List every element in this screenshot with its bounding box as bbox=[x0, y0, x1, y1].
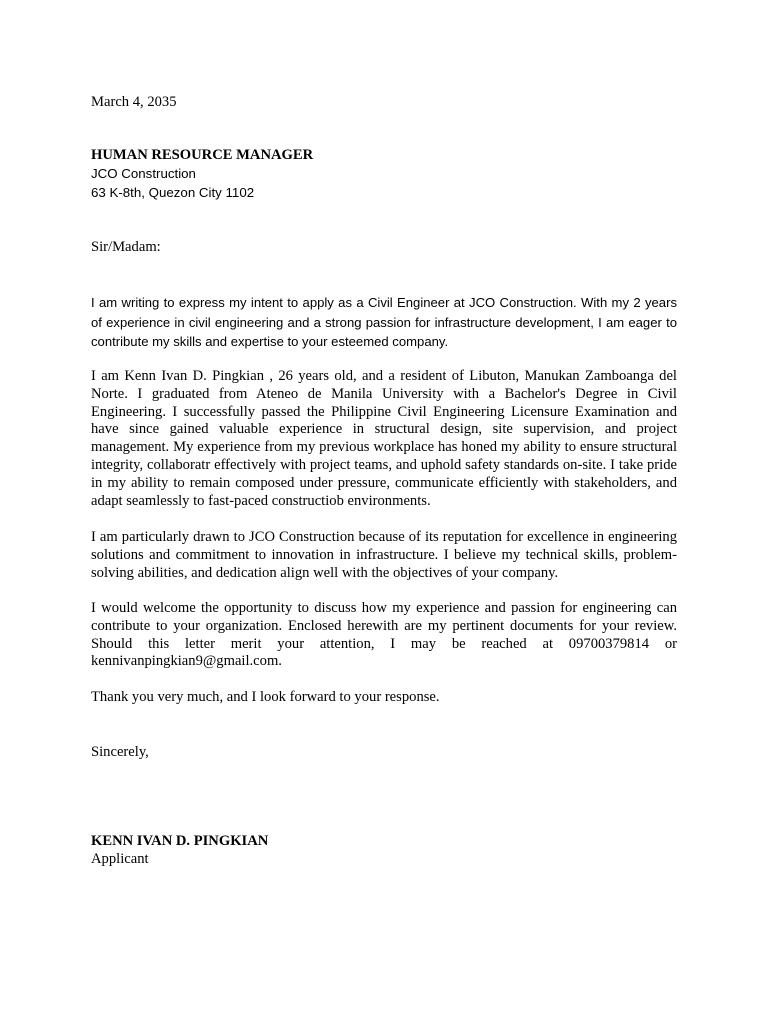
recipient-company: JCO Construction bbox=[91, 166, 196, 181]
paragraph-thanks: Thank you very much, and I look forward to your response. bbox=[91, 689, 440, 705]
letter-date: March 4, 2035 bbox=[91, 94, 177, 110]
closing: Sincerely, bbox=[91, 744, 149, 760]
paragraph-motivation: I am particularly drawn to JCO Construction because of its reputation for excellence in engineering solutions and commitment to innovation in infrastructure. I believe my technical skills, problem-solving abilities, and dedication align well with the objectives of your company. bbox=[91, 529, 677, 581]
paragraph-contact: I would welcome the opportunity to discuss how my experience and passion for engineering can contribute to your organization. Enclosed herewith are my pertinent documents for your review. Should this letter merit your attention, I may be reached at 09700379814 or kennivanpingkian9@gmail.com. bbox=[91, 600, 677, 670]
letter-page bbox=[91, 0, 677, 1024]
recipient-title: HUMAN RESOURCE MANAGER bbox=[91, 147, 314, 163]
signature-name: KENN IVAN D. PINGKIAN bbox=[91, 833, 269, 849]
paragraph-intent: I am writing to express my intent to apply as a Civil Engineer at JCO Construction. With my 2 years of experience in civil engineering and a strong passion for infrastructure development, I am eager to contribute my skills and expertise to your esteemed company. bbox=[91, 295, 677, 349]
recipient-address: 63 K-8th, Quezon City 1102 bbox=[91, 185, 255, 200]
signature-role: Applicant bbox=[91, 851, 149, 867]
paragraph-background: I am Kenn Ivan D. Pingkian , 26 years old, and a resident of Libuton, Manukan Zamboanga del Norte. I graduated from Ateneo de Manila University with a Bachelor's Degree in Civil Engineering. I successfully passed the Philippine Civil Engineering Licensure Examination and have since gained valuable experience in structural design, site supervision, and project management. My experience from my previous workplace has honed my ability to ensure structural integrity, collaboratr effectively with project teams, and uphold safety standards on-site. I take pride in my ability to remain composed under pressure, communicate efficiently with stakeholders, and adapt seamlessly to fast-paced constructiob environments. bbox=[91, 368, 677, 509]
salutation: Sir/Madam: bbox=[91, 239, 161, 255]
